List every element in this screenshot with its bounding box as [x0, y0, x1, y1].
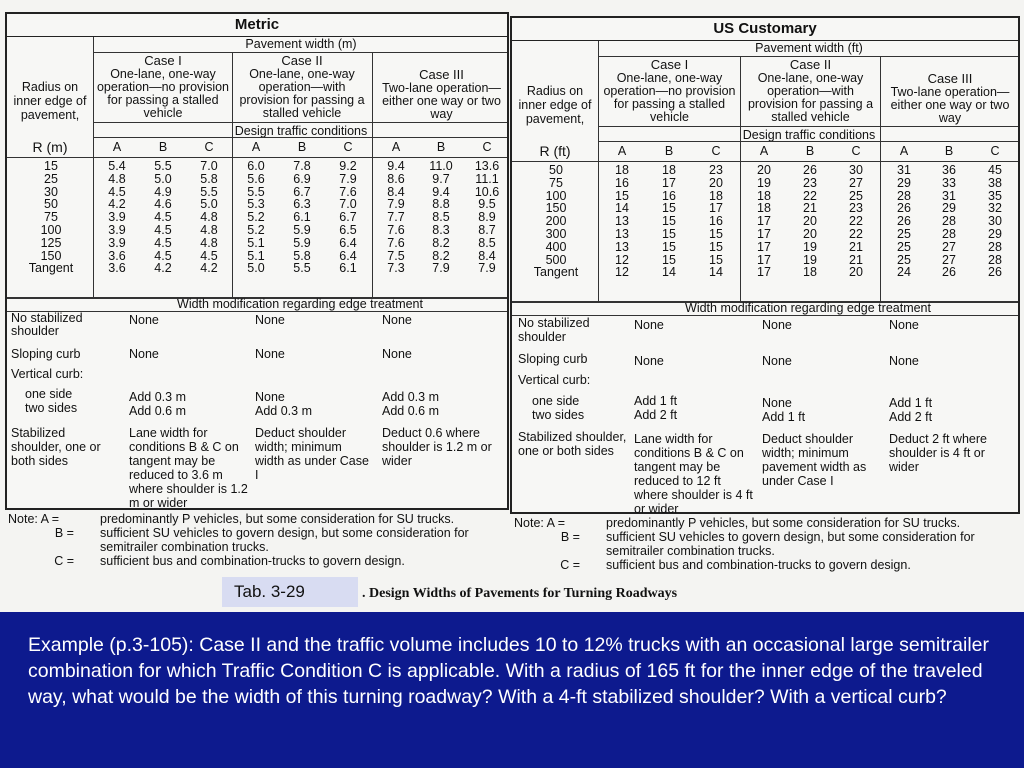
us-width-cell: 13: [615, 214, 629, 229]
us-condition-letter: B: [805, 144, 815, 158]
metric-width-cell: 6.1: [339, 261, 357, 276]
metric-radius-value: 100: [40, 222, 62, 237]
metric-width-cell: 6.4: [339, 248, 357, 263]
metric-one-side-case1: Add 0.3 m: [129, 390, 186, 404]
us-width-cell: 25: [849, 188, 863, 203]
metric-width-cell: 8.2: [432, 248, 450, 263]
metric-width-cell: 5.2: [247, 223, 265, 237]
metric-condition-letter: B: [436, 140, 446, 154]
metric-case-2-desc: One-lane, one-way operation—with provision for passing a stalled vehicle: [239, 67, 365, 120]
metric-condition-letter: C: [343, 140, 353, 154]
metric-width-cell: 5.1: [247, 248, 265, 263]
metric-two-sides-case3: Add 0.6 m: [382, 404, 439, 418]
metric-width-cell: 5.5: [247, 184, 265, 199]
us-width-cell: 20: [709, 175, 723, 190]
metric-note-c-text: sufficient bus and combination-trucks to govern design.: [100, 554, 405, 568]
us-radius-unit: R (ft): [539, 143, 571, 159]
us-width-mod-title: Width modification regarding edge treatment: [685, 301, 931, 315]
metric-width-cell: 3.6: [108, 261, 126, 276]
metric-width-cell: 4.5: [154, 248, 172, 263]
us-case-3-name: Case III: [927, 71, 973, 86]
us-condition-letter: B: [664, 144, 674, 158]
metric-width-cell: 4.8: [108, 171, 126, 186]
metric-width-cell: 3.9: [108, 210, 126, 225]
metric-width-cell: 6.7: [293, 184, 311, 199]
metric-sloping-label: Sloping curb: [11, 347, 81, 361]
metric-width-cell: 5.0: [200, 197, 218, 212]
metric-condition-letter: C: [482, 140, 492, 154]
us-case-1-name: Case I: [650, 57, 689, 72]
us-width-cell: 15: [615, 188, 629, 203]
us-width-cell: 15: [709, 239, 723, 254]
metric-case-1-desc: One-lane, one-way operation—no provision for passing a stalled vehicle: [96, 67, 230, 120]
metric-width-cell: 5.5: [200, 184, 218, 199]
metric-width-cell: 6.4: [339, 235, 357, 250]
us-width-cell: 22: [849, 214, 863, 229]
us-one-side-case1: Add 1 ft: [634, 394, 678, 408]
us-width-cell: 20: [803, 227, 817, 241]
us-condition-letter: C: [990, 144, 1000, 158]
metric-width-cell: 10.6: [474, 184, 500, 199]
metric-width-cell: 5.5: [154, 159, 172, 173]
us-width-cell: 15: [662, 214, 676, 229]
metric-width-cell: 9.7: [432, 171, 450, 186]
metric-width-cell: 5.1: [247, 235, 265, 250]
us-width-cell: 18: [615, 163, 629, 177]
us-width-cell: 21: [849, 239, 863, 254]
metric-width-cell: 4.5: [108, 184, 126, 199]
metric-title: Metric: [7, 14, 507, 37]
us-sloping-case2: None: [762, 354, 792, 368]
us-one-side-label: one side: [532, 394, 580, 408]
us-radius-value: 150: [545, 201, 567, 216]
us-pavement-width-header: Pavement width (ft): [755, 41, 863, 55]
us-width-cell: 25: [897, 252, 911, 267]
metric-no-stab-case3: None: [382, 313, 412, 327]
us-width-cell: 17: [757, 227, 771, 241]
metric-width-cell: 4.5: [154, 210, 172, 225]
metric-vertical-label: Vertical curb:: [11, 367, 84, 381]
us-condition-letter: A: [617, 144, 627, 158]
us-width-cell: 15: [662, 239, 676, 254]
us-note-a-text: predominantly P vehicles, but some consideration for SU trucks.: [606, 516, 961, 530]
us-radius-label: Radius on inner edge of pavement,: [518, 84, 592, 126]
metric-width-cell: 7.9: [339, 171, 357, 186]
metric-note-b-key: B =: [54, 526, 74, 540]
metric-width-cell: 7.6: [387, 223, 405, 237]
metric-no-stab-label: No stabilized shoulder: [11, 311, 83, 338]
us-note-a-key: Note: A =: [514, 516, 566, 530]
metric-width-cell: 5.4: [108, 159, 126, 173]
metric-width-cell: 5.6: [247, 171, 265, 186]
us-width-cell: 17: [757, 252, 771, 267]
metric-sloping-case2: None: [255, 347, 285, 361]
caption-tag: Tab. 3-29: [222, 577, 358, 607]
us-width-cell: 17: [757, 214, 771, 229]
us-radius-value: Tangent: [533, 265, 579, 280]
us-width-cell: 27: [849, 175, 863, 190]
metric-condition-letter: A: [112, 140, 122, 154]
metric-width-cell: 7.7: [387, 210, 405, 225]
metric-width-cell: 4.5: [154, 235, 172, 250]
us-one-side-case2: None: [762, 396, 792, 410]
us-width-cell: 27: [942, 252, 956, 267]
us-width-cell: 25: [897, 227, 911, 241]
metric-note-b-text: sufficient SU vehicles to govern design, but some consideration for semitrailer combination trucks.: [100, 526, 469, 554]
us-width-cell: 28: [988, 252, 1002, 267]
metric-radius-value: 150: [40, 248, 62, 263]
us-width-cell: 12: [615, 252, 629, 267]
metric-width-cell: 9.4: [432, 184, 450, 199]
us-radius-column: [514, 164, 598, 279]
us-stabilized-case1: Lane width for conditions B & C on tangent may be reduced to 12 ft where shoulder is 4 ft or wider: [634, 432, 753, 516]
metric-no-stab-case1: None: [129, 313, 159, 327]
us-width-cell: 18: [757, 201, 771, 216]
metric-width-cell: 5.0: [154, 171, 172, 186]
us-width-cell: 29: [988, 227, 1002, 241]
metric-width-cell: 4.2: [200, 261, 218, 276]
metric-width-cell: 5.5: [293, 261, 311, 276]
metric-width-cell: 5.8: [293, 248, 311, 263]
metric-width-cell: 6.9: [293, 171, 311, 186]
us-stabilized-label: Stabilized shoulder, one or both sides: [518, 430, 627, 458]
metric-width-mod-title: Width modification regarding edge treatment: [177, 297, 423, 311]
us-width-cell: 15: [662, 201, 676, 216]
metric-width-cell: 9.5: [478, 197, 496, 212]
us-width-cell: 20: [803, 214, 817, 229]
us-two-sides-case1: Add 2 ft: [634, 408, 678, 422]
us-notes: [514, 516, 1014, 572]
us-width-cell: 14: [709, 265, 723, 280]
us-width-cell: 26: [942, 265, 956, 280]
us-radius-value: 75: [549, 175, 563, 190]
us-title: US Customary: [512, 18, 1018, 41]
us-width-cell: 29: [942, 201, 956, 216]
metric-width-cell: 4.5: [200, 248, 218, 263]
us-width-cell: 28: [942, 227, 956, 241]
us-radius-value: 400: [545, 239, 567, 254]
us-width-cell: 13: [615, 227, 629, 241]
metric-stabilized-label: Stabilized shoulder, one or both sides: [11, 426, 101, 468]
us-two-sides-label: two sides: [532, 408, 585, 422]
metric-width-cell: 8.7: [478, 223, 496, 237]
us-radius-value: 500: [545, 252, 567, 267]
metric-width-cell: 3.9: [108, 235, 126, 250]
metric-width-cell: 6.3: [293, 197, 311, 212]
metric-radius-value: Tangent: [28, 261, 74, 276]
us-two-sides-case3: Add 2 ft: [889, 410, 933, 424]
us-width-cell: 31: [942, 188, 956, 203]
metric-table: [5, 12, 509, 510]
metric-width-cell: 8.2: [432, 235, 450, 250]
us-two-sides-case2: Add 1 ft: [762, 410, 806, 424]
metric-width-cell: 13.6: [474, 159, 500, 173]
us-radius-value: 100: [545, 188, 567, 203]
metric-width-cell: 4.8: [200, 210, 218, 225]
us-no-stab-case1: None: [634, 318, 664, 332]
us-width-cell: 15: [662, 252, 676, 267]
us-sloping-label: Sloping curb: [518, 352, 588, 366]
metric-one-side-label: one side: [25, 387, 73, 401]
metric-radius-label: Radius on inner edge of pavement,: [13, 80, 87, 122]
us-condition-letter: A: [759, 144, 769, 158]
us-width-cell: 20: [849, 265, 863, 280]
us-condition-letter: B: [944, 144, 954, 158]
us-stabilized-case2: Deduct shoulder width; minimum pavement width as under Case I: [762, 432, 867, 488]
us-width-cell: 28: [942, 214, 956, 229]
us-width-cell: 25: [897, 239, 911, 254]
metric-two-sides-case1: Add 0.6 m: [129, 404, 186, 418]
us-width-cell: 30: [849, 163, 863, 177]
us-width-cell: 15: [709, 227, 723, 241]
example-panel: [0, 612, 1024, 768]
metric-notes: [8, 512, 504, 568]
metric-width-cell: 6.5: [339, 223, 357, 237]
metric-width-cell: 4.5: [154, 223, 172, 237]
us-width-cell: 18: [757, 188, 771, 203]
metric-width-cell: 11.1: [475, 171, 499, 186]
us-no-stab-case2: None: [762, 318, 792, 332]
metric-width-cell: 8.9: [478, 210, 496, 225]
us-width-cell: 28: [897, 188, 911, 203]
metric-case-3-name: Case III: [419, 67, 464, 82]
metric-radius-value: 75: [44, 210, 58, 225]
us-width-cell: 12: [615, 265, 629, 280]
metric-condition-letter: B: [158, 140, 168, 154]
us-width-cell: 23: [803, 175, 817, 190]
us-width-cell: 26: [803, 163, 817, 177]
metric-width-cell: 8.4: [478, 248, 496, 263]
metric-width-cell: 7.0: [339, 197, 357, 212]
metric-width-cell: 3.9: [108, 223, 126, 237]
us-width-cell: 14: [662, 265, 676, 280]
us-width-cell: 23: [709, 163, 723, 177]
us-width-cell: 18: [803, 265, 817, 280]
metric-width-cell: 4.8: [200, 223, 218, 237]
us-width-cell: 31: [897, 163, 911, 177]
us-case-2-name: Case II: [789, 57, 832, 72]
us-radius-value: 300: [545, 226, 567, 241]
us-case-1-desc: One-lane, one-way operation—no provision for passing a stalled vehicle: [603, 71, 736, 124]
us-no-stab-label: No stabilized shoulder: [518, 316, 590, 344]
us-note-b-text: sufficient SU vehicles to govern design, but some consideration for semitrailer combination trucks.: [606, 530, 975, 558]
metric-two-sides-label: two sides: [25, 401, 78, 415]
metric-width-cell: 8.4: [387, 184, 405, 199]
metric-one-side-case2: None: [255, 390, 285, 404]
metric-width-cell: 11.0: [429, 159, 453, 173]
metric-pavement-width-header: Pavement width (m): [245, 37, 357, 51]
metric-width-cell: 9.2: [339, 159, 357, 173]
metric-stabilized-case2: Deduct shoulder width; minimum width as under Case I: [255, 426, 369, 482]
us-width-cell: 28: [988, 239, 1002, 254]
metric-radius-unit: R (m): [32, 139, 68, 155]
metric-width-cell: 5.0: [247, 261, 265, 276]
metric-width-cell: 4.2: [154, 261, 172, 276]
us-width-cell: 16: [662, 188, 676, 203]
us-stabilized-case3: Deduct 2 ft where shoulder is 4 ft or wider: [889, 432, 987, 474]
metric-two-sides-case2: Add 0.3 m: [255, 404, 312, 418]
metric-width-cell: 4.6: [154, 197, 172, 212]
metric-width-cell: 7.5: [387, 248, 405, 263]
us-design-conditions: Design traffic conditions: [742, 128, 876, 142]
metric-width-cell: 4.8: [200, 235, 218, 250]
metric-design-conditions: Design traffic conditions: [234, 124, 368, 138]
us-condition-letter: C: [851, 144, 861, 158]
metric-no-stab-case2: None: [255, 313, 285, 327]
metric-radius-value: 30: [44, 184, 58, 199]
us-note-c-text: sufficient bus and combination-trucks to govern design.: [606, 558, 911, 572]
us-width-cell: 17: [662, 175, 676, 190]
us-width-cell: 29: [897, 175, 911, 190]
metric-width-cell: 7.6: [339, 184, 357, 199]
us-note-b-key: B =: [560, 530, 580, 544]
metric-width-cell: 5.3: [247, 197, 265, 212]
metric-width-cell: 4.9: [154, 184, 172, 199]
metric-width-cell: 7.9: [387, 197, 405, 212]
us-table: [510, 16, 1020, 514]
us-radius-value: 200: [545, 214, 567, 229]
us-width-cell: 19: [757, 175, 771, 190]
us-no-stab-case3: None: [889, 318, 919, 332]
us-width-cell: 15: [662, 227, 676, 241]
metric-sloping-case1: None: [129, 347, 159, 361]
us-width-cell: 22: [803, 188, 817, 203]
us-case-3-desc: Two-lane operation—either one way or two way: [890, 85, 1010, 125]
metric-case-3-desc: Two-lane operation—either one way or two way: [382, 81, 501, 121]
us-width-cell: 16: [615, 175, 629, 190]
us-vertical-label: Vertical curb:: [518, 373, 591, 387]
metric-stabilized-case3: Deduct 0.6 where shoulder is 1.2 m or wider: [382, 426, 492, 468]
us-width-cell: 21: [803, 201, 817, 216]
us-width-cell: 26: [897, 201, 911, 216]
metric-case-2-name: Case II: [281, 53, 323, 68]
metric-stabilized-case1: Lane width for conditions B & C on tangent may be reduced to 3.6 m where shoulder is 1.2 m or wider: [129, 426, 248, 510]
metric-condition-letter: A: [251, 140, 261, 154]
metric-radius-value: 50: [44, 197, 58, 212]
metric-condition-letter: C: [204, 140, 214, 154]
metric-width-cell: 8.5: [478, 235, 496, 250]
metric-one-side-case3: Add 0.3 m: [382, 390, 439, 404]
us-sloping-case1: None: [634, 354, 664, 368]
us-width-cell: 38: [988, 175, 1002, 190]
metric-note-a-text: predominantly P vehicles, but some consideration for SU trucks.: [100, 512, 455, 526]
metric-width-cell: 8.8: [432, 197, 450, 212]
us-width-cell: 19: [803, 239, 817, 254]
us-width-cell: 45: [988, 163, 1002, 177]
metric-width-cell: 6.0: [247, 159, 265, 173]
us-width-cell: 13: [615, 239, 629, 254]
us-width-cell: 17: [757, 239, 771, 254]
metric-condition-letter: A: [391, 140, 401, 154]
us-width-cell: 16: [709, 214, 723, 229]
us-width-cell: 14: [615, 201, 629, 216]
us-width-cell: 21: [849, 252, 863, 267]
metric-width-cell: 3.6: [108, 248, 126, 263]
metric-note-c-key: C =: [54, 554, 74, 568]
metric-width-cell: 6.1: [293, 210, 311, 225]
metric-case-1-name: Case I: [144, 53, 182, 68]
metric-width-cell: 6.7: [339, 210, 357, 225]
us-width-cell: 24: [897, 265, 911, 280]
us-width-cell: 22: [849, 227, 863, 241]
metric-width-cell: 8.3: [432, 223, 450, 237]
us-radius-value: 50: [549, 163, 563, 177]
us-width-cell: 32: [988, 201, 1002, 216]
us-condition-letter: A: [899, 144, 909, 158]
metric-radius-column: [9, 160, 93, 275]
us-width-cell: 17: [709, 201, 723, 216]
us-note-c-key: C =: [560, 558, 580, 572]
metric-width-cell: 7.0: [200, 159, 218, 173]
metric-condition-letter: B: [297, 140, 307, 154]
metric-width-cell: 5.9: [293, 235, 311, 250]
us-width-cell: 27: [942, 239, 956, 254]
us-width-cell: 17: [757, 265, 771, 280]
caption-title: . Design Widths of Pavements for Turning Roadways: [362, 586, 678, 601]
metric-width-cell: 7.8: [293, 159, 311, 173]
us-width-cell: 36: [942, 163, 956, 177]
example-question: Example (p.3-105): Case II and the traffic volume includes 10 to 12% trucks with an occasional large semitrailer combination for which Traffic Condition C is applicable. With a radius of 165 ft for the inner edge of the traveled way, what would be the width of this turning roadway? With a 4-ft stabilized shoulder? With a vertical curb?: [28, 634, 990, 708]
metric-radius-value: 125: [40, 235, 62, 250]
metric-radius-value: 25: [44, 171, 58, 186]
metric-width-cell: 4.2: [108, 197, 126, 212]
us-width-cell: 35: [988, 188, 1002, 203]
us-one-side-case3: Add 1 ft: [889, 396, 933, 410]
us-width-cell: 30: [988, 214, 1002, 229]
metric-width-cell: 5.2: [247, 210, 265, 225]
us-case-2-desc: One-lane, one-way operation—with provision for passing a stalled vehicle: [747, 71, 874, 124]
us-width-cell: 23: [849, 201, 863, 216]
metric-width-cell: 9.4: [387, 159, 405, 173]
metric-width-cell: 7.9: [478, 261, 496, 276]
us-width-cell: 18: [709, 188, 723, 203]
us-width-cell: 19: [803, 252, 817, 267]
us-width-cell: 20: [757, 163, 771, 177]
us-width-cell: 18: [662, 163, 676, 177]
us-width-cell: 26: [897, 214, 911, 229]
metric-width-cell: 7.3: [387, 261, 405, 276]
us-width-cell: 26: [988, 265, 1002, 280]
metric-width-cell: 7.6: [387, 235, 405, 250]
metric-width-cell: 5.8: [200, 171, 218, 186]
metric-note-a-key: Note: A =: [8, 512, 60, 526]
metric-sloping-case3: None: [382, 347, 412, 361]
us-condition-letter: C: [711, 144, 721, 158]
metric-width-cell: 8.5: [432, 210, 450, 225]
metric-width-cell: 8.6: [387, 171, 405, 186]
us-sloping-case3: None: [889, 354, 919, 368]
metric-radius-value: 15: [44, 159, 58, 173]
metric-width-cell: 5.9: [293, 223, 311, 237]
us-width-cell: 15: [709, 252, 723, 267]
metric-width-cell: 7.9: [432, 261, 450, 276]
us-width-cell: 33: [942, 175, 956, 190]
